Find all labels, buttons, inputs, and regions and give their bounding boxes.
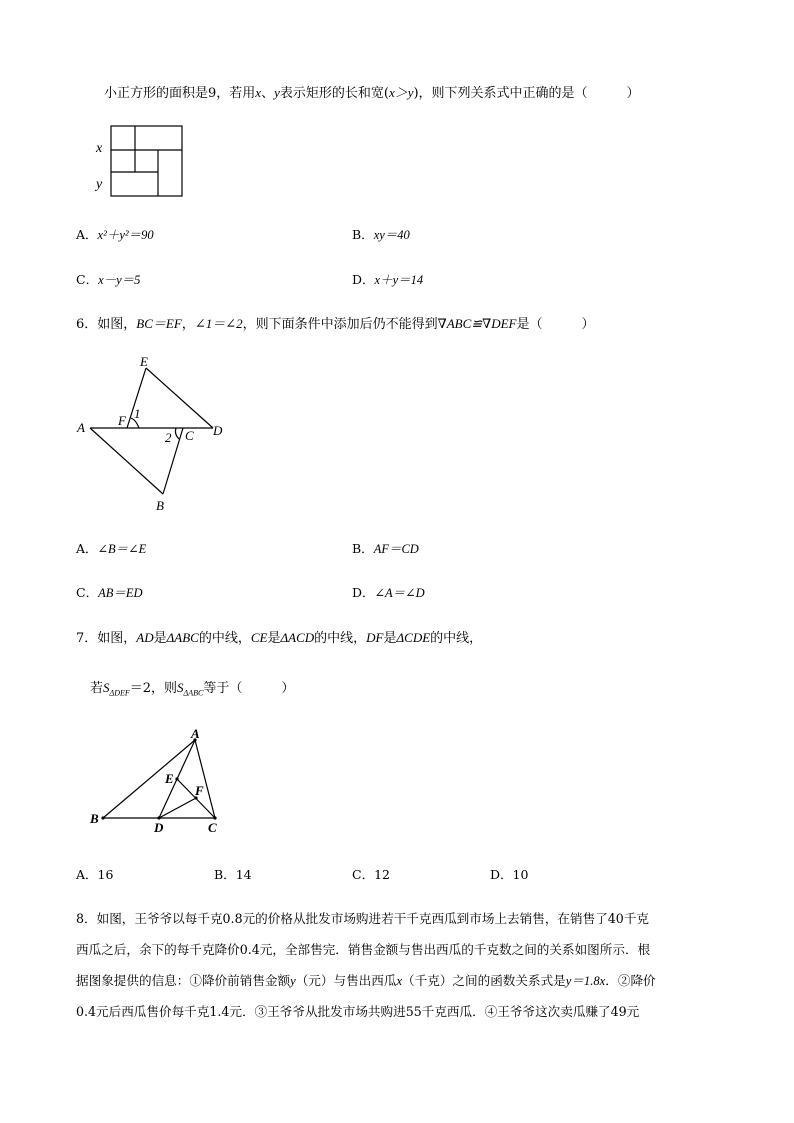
q8-text: （千克）之间的函数关系式是 [402,973,566,988]
q6-stem-c: ，则下面条件中添加后仍不能得到 [242,317,438,332]
option-expr: ∠A＝∠D [374,586,425,600]
q7-number: 7． [76,631,98,646]
q5-figure [92,118,192,200]
q6-stem-b: ， [181,317,195,332]
q7-label-e: E [165,771,174,786]
q6-label-1: 1 [134,406,141,421]
q5-rectangles [111,126,182,196]
q8-line3 [76,970,656,989]
q7-option-b[interactable] [214,865,252,883]
q7-df: DF [366,630,384,645]
q5-sep: 、 [261,86,275,101]
q7-option-d[interactable] [490,865,528,883]
q7-text: ＝2，则 [129,681,178,696]
q8-line2 [76,939,650,958]
option-letter: C． [76,272,99,287]
q5-fig-label-y: y [96,177,103,192]
option-expr: 16 [97,867,114,882]
q6-option-a[interactable] [76,539,146,557]
q6-stem-a: 如图， [97,317,137,332]
q7-text: 的中线， [198,631,251,646]
option-letter: B． [352,541,374,556]
q8-text: 西瓜之后，余下的每千克降价0.4元，全部售完．销售金额与售出西瓜的千克数之间的关系如图所示．根 [76,942,651,957]
option-letter: A． [76,541,98,556]
q5-option-b[interactable] [352,225,410,243]
q8-text: 据图象提供的信息：①降价前销售金额 [76,973,291,988]
option-letter: D． [490,867,513,882]
q6-label-f: F [118,413,126,428]
q6-stem [76,313,595,332]
option-expr: ∠B＝∠E [97,542,147,556]
q8-text: （元）与售出西瓜 [295,973,397,988]
q7-cde: ΔCDE [396,630,431,645]
option-letter: D． [352,272,375,287]
option-expr: AB＝ED [98,586,143,600]
q6-labels [76,354,223,513]
option-letter: D． [352,585,375,600]
q7-figure [88,725,228,840]
q5-condition: x＞y [388,85,414,100]
q7-text: 是 [383,631,397,646]
q7-label-d: D [154,820,164,835]
q8-number: 8． [76,911,97,926]
q7-area-symbol: S [103,680,110,695]
q7-ad: AD [136,630,154,645]
q6-condition-2: ∠1＝∠2 [194,316,243,331]
q6-label-a: A [77,420,85,435]
q7-area-sub: ΔABC [183,688,204,698]
q6-option-d[interactable] [352,583,425,601]
q7-label-c: C [208,820,217,835]
q7-triangles [103,740,215,818]
q7-area-symbol: S [177,680,184,695]
q5-fig-label-x: x [96,141,103,156]
q7-text: 若 [90,681,104,696]
q6-congruence: ∇ABC≌∇DEF [437,316,517,331]
option-letter: C． [352,867,375,882]
q5-stem [104,82,640,101]
q6-triangles [90,368,213,494]
q7-stem-line1 [76,627,482,646]
q6-label-2: 2 [165,430,172,445]
q8-line1 [76,908,649,927]
q6-label-e: E [140,354,148,369]
q7-label-a: A [191,726,200,741]
q5-option-a[interactable] [76,225,154,243]
q7-label-b: B [90,811,99,826]
q5-var-x: x [255,85,262,100]
q8-var-x: x [396,974,403,988]
option-letter: A． [76,867,98,882]
q8-text: 如图，王爷爷以每千克0.8元的价格从批发市场购进若干千克西瓜到市场上去销售，在销售了40千克 [96,911,650,926]
q8-line4 [76,1001,639,1020]
q5-option-d[interactable] [352,270,423,288]
q6-stem-d: 是（ ） [516,317,595,332]
q7-abc: ΔABC [166,630,199,645]
q7-option-c[interactable] [352,865,390,883]
option-expr: xy＝40 [373,228,410,242]
q5-stem-b: 表示矩形的长和宽( [279,86,389,101]
q7-text: 的中线， [314,631,367,646]
q7-acd: ΔACD [280,630,315,645]
q6-figure [74,350,234,515]
q7-option-a[interactable] [76,865,113,883]
option-expr: 12 [374,867,390,882]
q7-stem-line2 [90,677,294,698]
q5-stem-a: 小正方形的面积是9，若用 [104,86,256,101]
q6-number: 6． [76,317,98,332]
option-expr: 10 [512,867,529,882]
option-expr: x＋y＝14 [374,273,424,287]
q5-option-c[interactable] [76,270,140,288]
q7-text: 是 [267,631,281,646]
q8-text: 0.4元后西瓜售价每千克1.4元．③王爷爷从批发市场共购进55千克西瓜．④王爷爷这次卖瓜赚了49元 [76,1004,640,1019]
option-expr: AF＝CD [373,542,419,556]
option-letter: C． [76,585,99,600]
q8-text: ．②降价 [605,973,656,988]
q6-label-c: C [185,428,194,443]
q7-text: 的中线， [430,631,483,646]
q7-points [101,738,216,819]
q7-area-sub: ΔDEF [109,688,130,698]
option-letter: A． [76,227,98,242]
q8-function: y＝1.8x [565,974,606,988]
q5-var-y: y [274,85,280,100]
q7-text: 等于（ ） [203,681,295,696]
q7-text: 如图， [97,631,137,646]
option-letter: B． [214,867,236,882]
q7-label-f: F [195,783,204,798]
option-expr: 14 [235,867,252,882]
q6-option-b[interactable] [352,539,419,557]
q8-var-y: y [290,974,296,988]
q5-stem-c: )，则下列关系式中正确的是（ ） [413,86,640,101]
q7-text: 是 [153,631,167,646]
q7-labels [89,726,217,835]
q6-label-d: D [213,423,223,438]
option-expr: x²＋y²＝90 [97,228,154,242]
q6-condition-1: BC＝EF [136,316,182,331]
option-letter: B． [352,227,374,242]
q6-option-c[interactable] [76,583,143,601]
q7-ce: CE [250,630,268,645]
option-expr: x－y＝5 [98,273,141,287]
q6-label-b: B [156,498,164,513]
